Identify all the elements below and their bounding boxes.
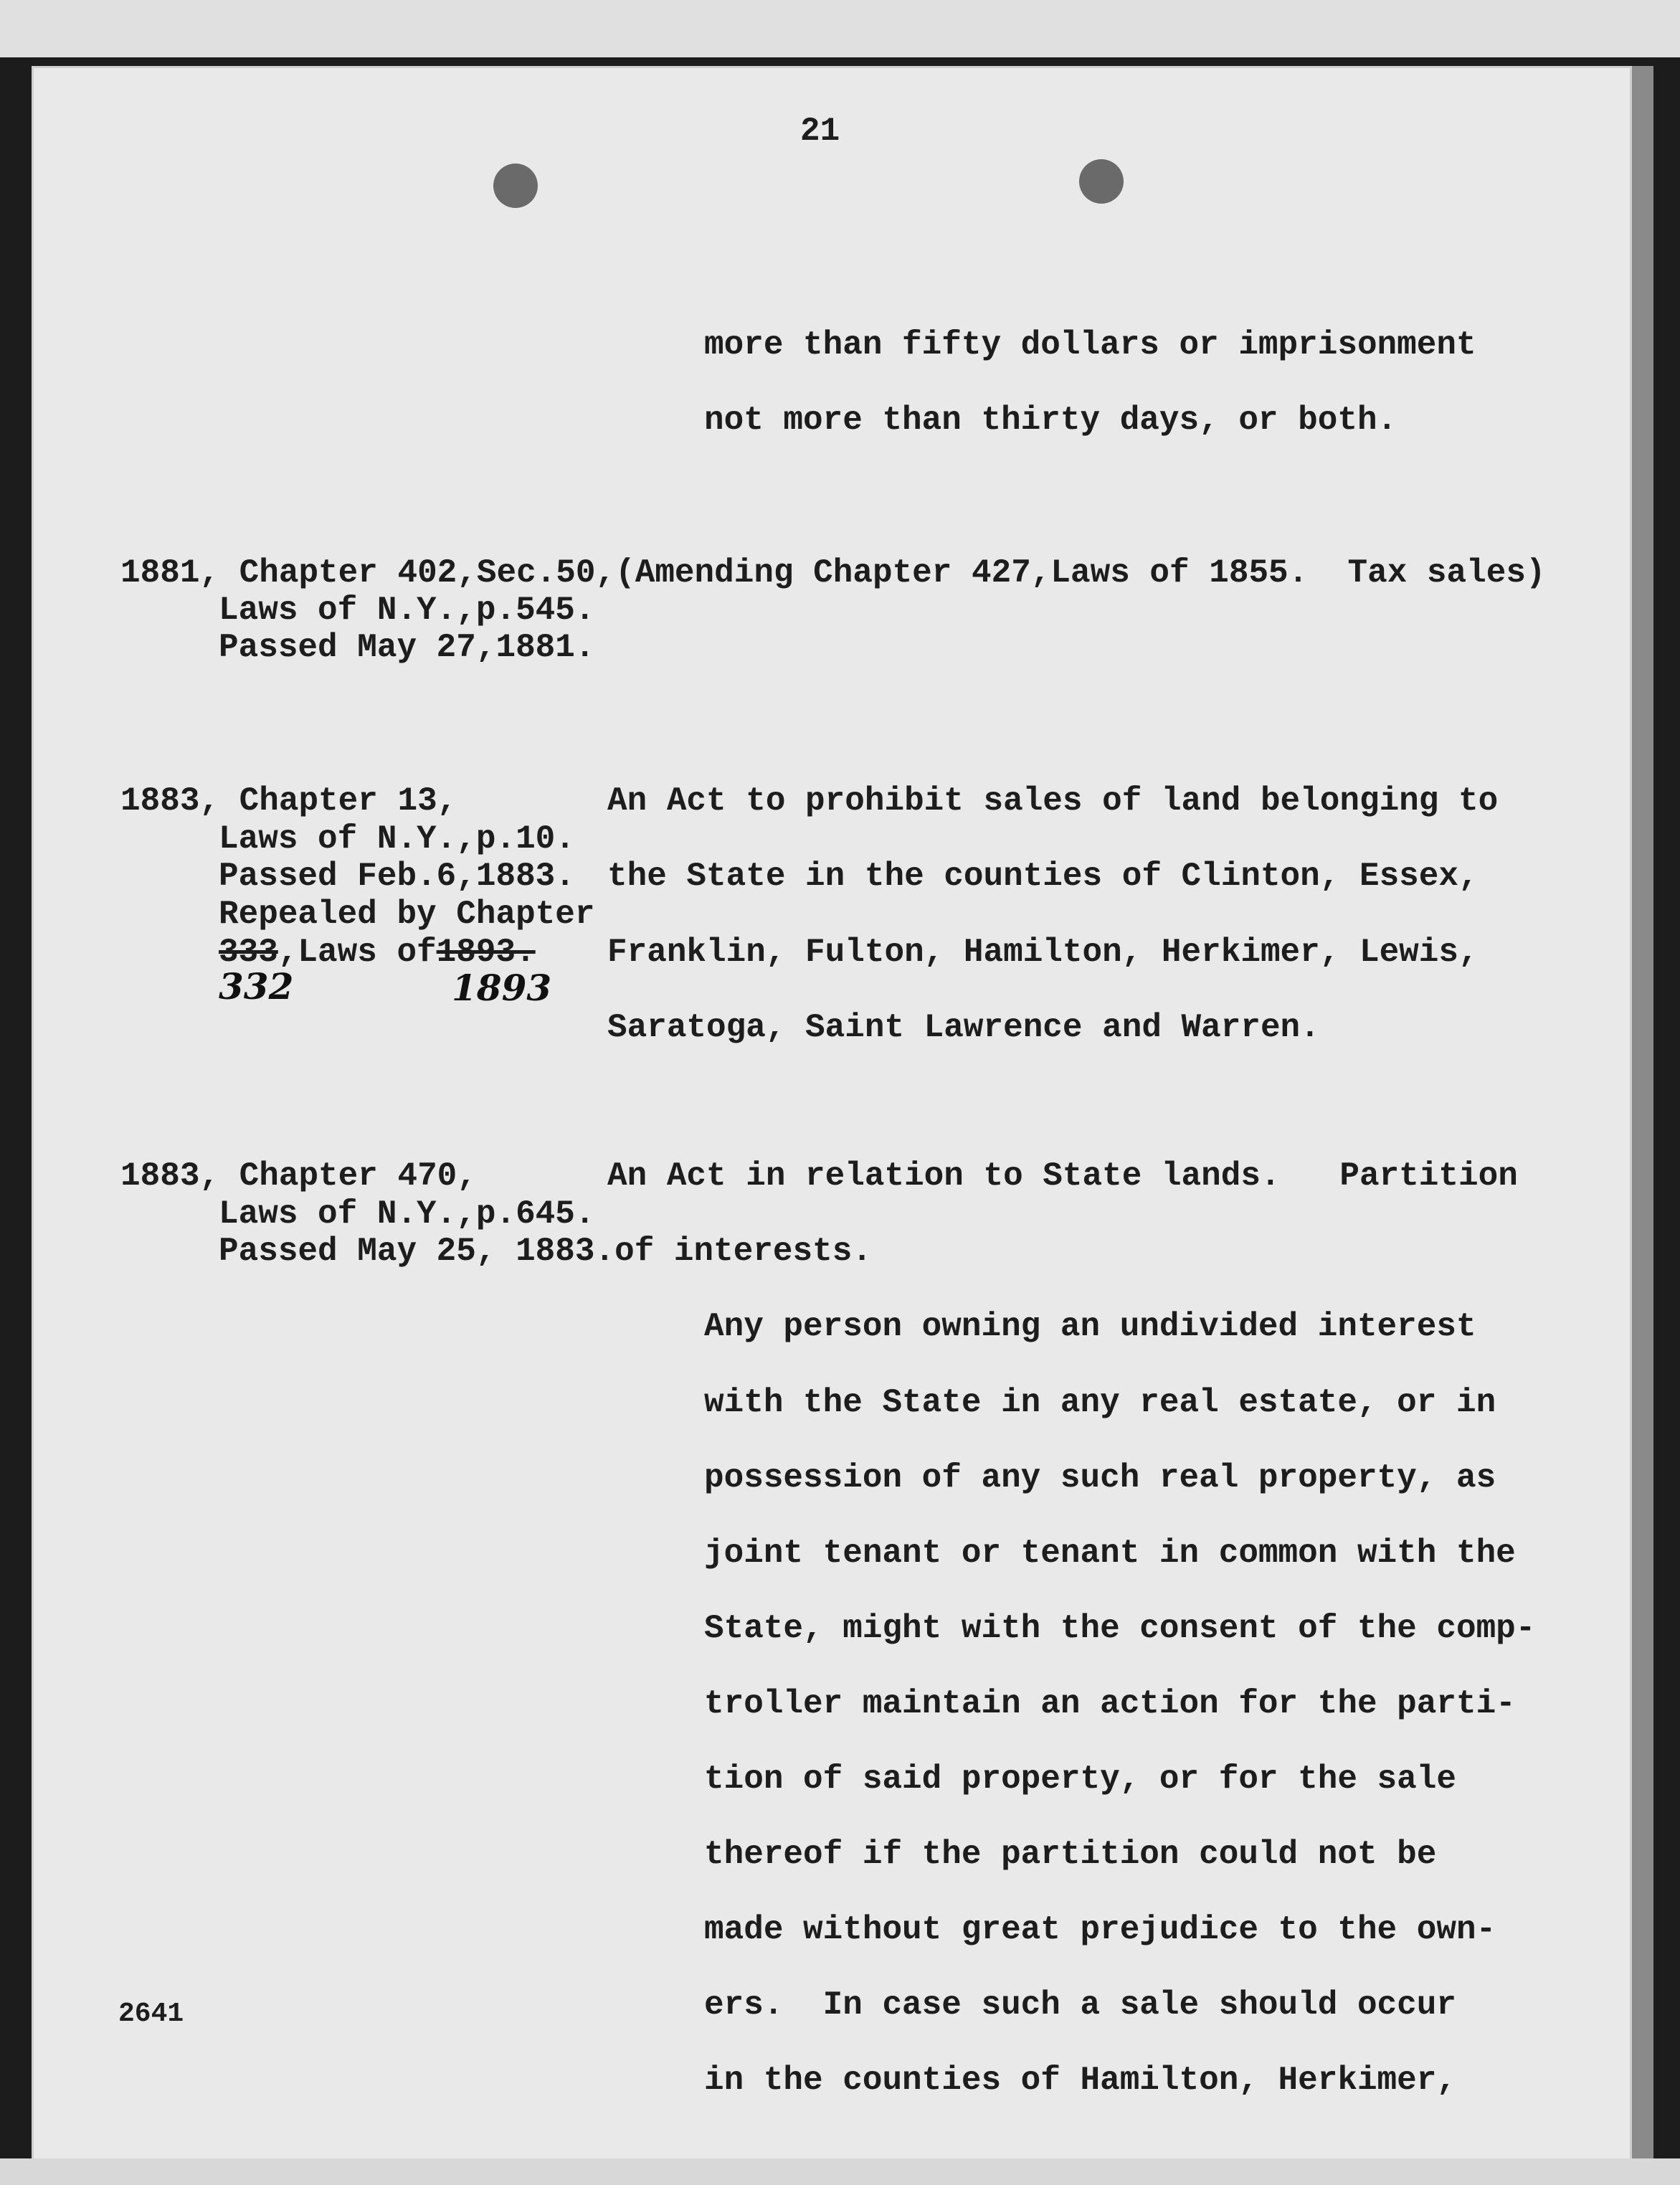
body-line-9: made without great prejudice to the own- [704, 1911, 1496, 1948]
entry-1883b-passed: Passed May 25, 1883.of interests. [219, 1233, 872, 1270]
entry-1883b-title: An Act in relation to State lands. Partition [607, 1157, 1518, 1195]
scan-top-margin [0, 0, 1680, 57]
body-line-3: possession of any such real property, as [704, 1459, 1496, 1497]
entry-1883a-text-line-4: Saratoga, Saint Lawrence and Warren. [607, 1009, 1320, 1046]
struck-year: 1893. [436, 934, 536, 971]
laws-of-label: ,Laws of [277, 934, 437, 971]
handwritten-year-correction: 1893 [452, 967, 552, 1009]
page-edge-shadow [1632, 66, 1653, 2185]
entry-1883a-repealed: Repealed by Chapter [219, 896, 595, 933]
body-line-10: ers. In case such a sale should occur [704, 1986, 1456, 2024]
body-line-11: in the counties of Hamilton, Herkimer, [704, 2062, 1456, 2099]
entry-1881-laws: Laws of N.Y.,p.545. [219, 592, 595, 629]
punch-hole-right [1079, 159, 1124, 204]
body-line-7: tion of said property, or for the sale [704, 1760, 1456, 1798]
entry-1883a-text-line-1: An Act to prohibit sales of land belonging to [607, 782, 1499, 820]
handwritten-chapter-correction: 332 [219, 965, 294, 1008]
body-line-1: Any person owning an undivided interest [704, 1308, 1476, 1345]
entry-1881-heading: 1881, Chapter 402,Sec.50,(Amending Chapter 427,Laws of 1855. Tax sales) [120, 554, 1546, 592]
punch-hole-left [493, 163, 538, 208]
scan-bottom-margin [0, 2158, 1680, 2185]
footer-document-number: 2641 [118, 1999, 184, 2029]
struck-chapter-number: 333 [219, 934, 278, 971]
continuation-line-1: more than fifty dollars or imprisonment [704, 326, 1476, 364]
body-line-5: State, might with the consent of the comp- [704, 1610, 1536, 1647]
entry-1883b-laws: Laws of N.Y.,p.645. [219, 1195, 595, 1233]
entry-1883b-citation: 1883, Chapter 470, [120, 1157, 477, 1195]
entry-1883a-text-line-2: the State in the counties of Clinton, Essex, [607, 858, 1479, 895]
body-line-8: thereof if the partition could not be [704, 1836, 1437, 1873]
body-line-6: troller maintain an action for the parti- [704, 1685, 1516, 1722]
entry-1883a-repeal-citation [219, 936, 536, 969]
entry-1883a-citation: 1883, Chapter 13, [120, 782, 457, 820]
entry-1883a-passed: Passed Feb.6,1883. [219, 858, 575, 895]
body-line-2: with the State in any real estate, or in [704, 1384, 1496, 1421]
entry-1883a-text-line-3: Franklin, Fulton, Hamilton, Herkimer, Lewis, [607, 934, 1479, 971]
entry-1881-passed: Passed May 27,1881. [219, 629, 595, 666]
body-line-4: joint tenant or tenant in common with the [704, 1535, 1516, 1572]
page-number: 21 [800, 113, 840, 150]
entry-1883a-laws: Laws of N.Y.,p.10. [219, 820, 575, 858]
continuation-line-2: not more than thirty days, or both. [704, 402, 1397, 439]
